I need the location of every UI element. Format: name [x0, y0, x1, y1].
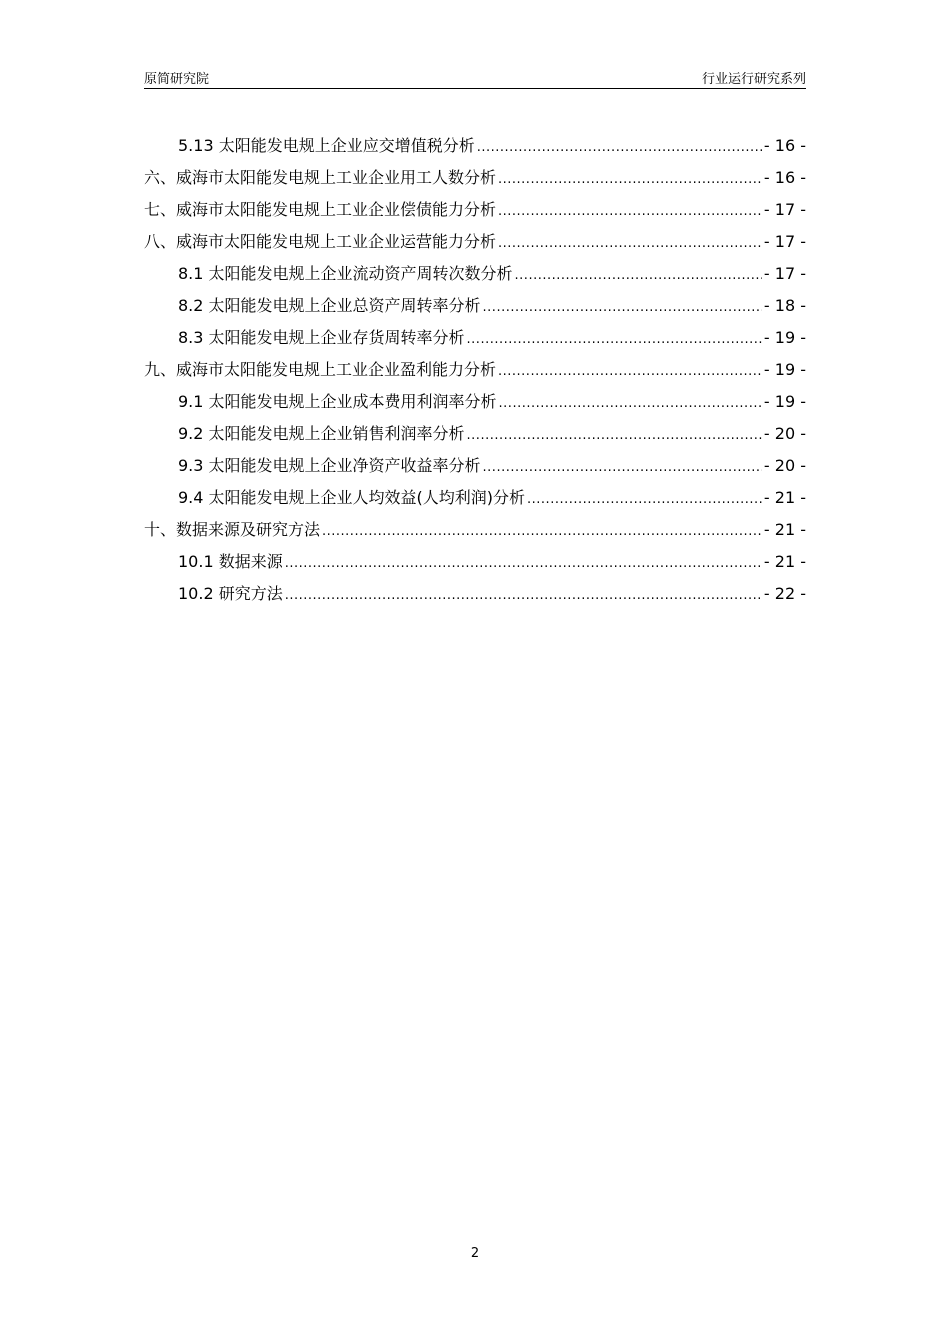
toc-entry[interactable] [144, 194, 806, 226]
header-series-title: 行业运行研究系列 [701, 72, 806, 87]
toc-entry[interactable] [144, 290, 806, 322]
toc-dot-leader [498, 228, 762, 260]
toc-dot-leader [483, 292, 762, 324]
toc-entry-title: 8.2 太阳能发电规上企业总资产周转率分析 [178, 296, 481, 315]
toc-dot-leader [467, 324, 762, 356]
toc-entry-page: - 16 - [763, 168, 806, 187]
toc-entry-title: 八、威海市太阳能发电规上工业企业运营能力分析 [144, 232, 497, 251]
toc-entry[interactable] [144, 546, 806, 578]
toc-entry-page: - 18 - [763, 296, 806, 315]
toc-entry-page: - 19 - [763, 360, 806, 379]
toc-entry-title: 九、威海市太阳能发电规上工业企业盈利能力分析 [144, 360, 497, 379]
toc-entry-title: 10.2 研究方法 [178, 584, 283, 603]
toc-entry-title: 9.1 太阳能发电规上企业成本费用利润率分析 [178, 392, 497, 411]
toc-entry-page: - 19 - [763, 328, 806, 347]
toc-dot-leader [499, 388, 762, 420]
toc-entry-page: - 21 - [763, 552, 806, 571]
toc-dot-leader [527, 484, 762, 516]
toc-dot-leader [467, 420, 762, 452]
toc-entry-title: 十、数据来源及研究方法 [144, 520, 321, 539]
toc-entry-page: - 17 - [763, 264, 806, 283]
toc-entry[interactable] [144, 322, 806, 354]
page-number: 2 [470, 1246, 480, 1261]
toc-dot-leader [498, 356, 762, 388]
toc-dot-leader [498, 196, 762, 228]
toc-entry-title: 10.1 数据来源 [178, 552, 283, 571]
toc-entry-page: - 21 - [763, 488, 806, 507]
page-header [144, 66, 806, 89]
toc-entry-title: 六、威海市太阳能发电规上工业企业用工人数分析 [144, 168, 497, 187]
toc-entry[interactable] [144, 450, 806, 482]
table-of-contents [144, 130, 806, 610]
toc-dot-leader [498, 164, 762, 196]
toc-entry-title: 8.3 太阳能发电规上企业存货周转率分析 [178, 328, 465, 347]
toc-entry-page: - 17 - [763, 200, 806, 219]
toc-entry[interactable] [144, 482, 806, 514]
toc-dot-leader [285, 580, 762, 612]
toc-entry-title: 9.3 太阳能发电规上企业净资产收益率分析 [178, 456, 481, 475]
toc-entry[interactable] [144, 226, 806, 258]
toc-entry[interactable] [144, 386, 806, 418]
toc-entry[interactable] [144, 578, 806, 610]
toc-dot-leader [515, 260, 762, 292]
toc-entry-page: - 16 - [763, 136, 806, 155]
toc-entry-page: - 19 - [763, 392, 806, 411]
toc-dot-leader [483, 452, 762, 484]
toc-entry-title: 9.4 太阳能发电规上企业人均效益(人均利润)分析 [178, 488, 526, 507]
toc-entry-title: 9.2 太阳能发电规上企业销售利润率分析 [178, 424, 465, 443]
toc-entry[interactable] [144, 130, 806, 162]
toc-entry[interactable] [144, 418, 806, 450]
toc-entry-page: - 20 - [763, 456, 806, 475]
toc-dot-leader [322, 516, 762, 548]
toc-entry-page: - 17 - [763, 232, 806, 251]
toc-entry[interactable] [144, 514, 806, 546]
toc-entry-page: - 22 - [763, 584, 806, 603]
toc-entry[interactable] [144, 354, 806, 386]
toc-entry-page: - 20 - [763, 424, 806, 443]
toc-entry-title: 5.13 太阳能发电规上企业应交增值税分析 [178, 136, 475, 155]
toc-entry-title: 七、威海市太阳能发电规上工业企业偿债能力分析 [144, 200, 497, 219]
toc-entry-page: - 21 - [763, 520, 806, 539]
header-publisher: 原简研究院 [144, 72, 210, 87]
toc-entry[interactable] [144, 162, 806, 194]
toc-dot-leader [477, 132, 762, 164]
toc-entry[interactable] [144, 258, 806, 290]
toc-dot-leader [285, 548, 762, 580]
toc-entry-title: 8.1 太阳能发电规上企业流动资产周转次数分析 [178, 264, 513, 283]
